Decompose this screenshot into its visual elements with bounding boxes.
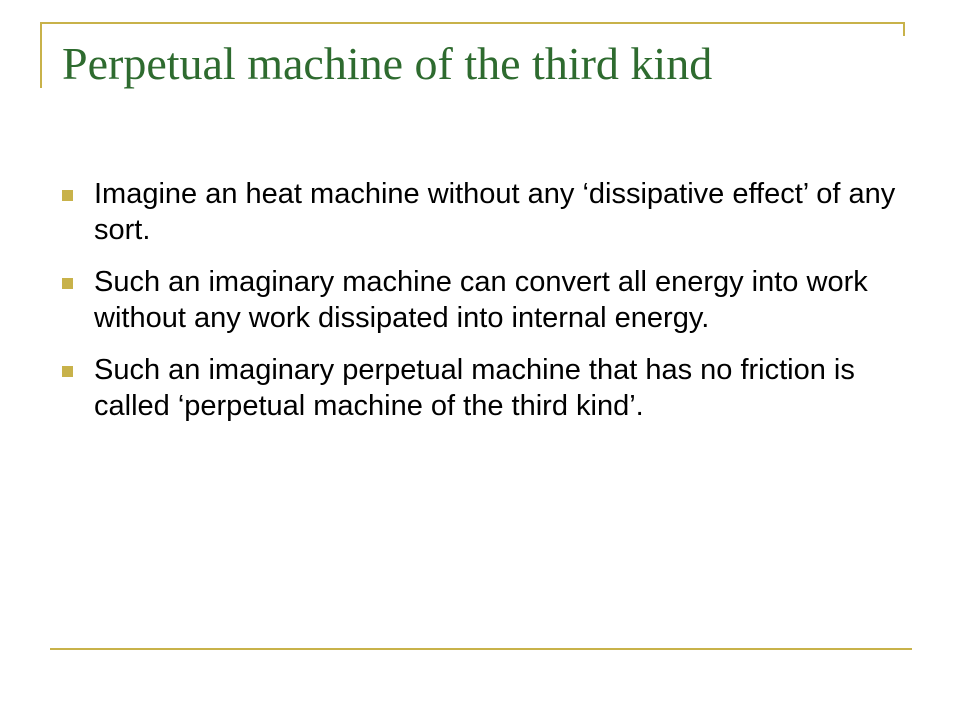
square-bullet-icon	[62, 190, 73, 201]
frame-top-line	[40, 22, 904, 24]
bullet-item	[62, 176, 922, 248]
bullet-text: Such an imaginary machine can convert all energy into work without any work dissipated into internal energy.	[94, 266, 868, 334]
slide-title: Perpetual machine of the third kind	[62, 38, 713, 89]
bullet-list	[62, 176, 922, 440]
square-bullet-icon	[62, 366, 73, 377]
bullet-text: Such an imaginary perpetual machine that has no friction is called ‘perpetual machine of the third kind’.	[94, 354, 855, 422]
frame-bottom-line	[50, 648, 912, 650]
frame-left-line	[40, 22, 42, 88]
bullet-item	[62, 264, 922, 336]
square-bullet-icon	[62, 278, 73, 289]
bullet-item	[62, 352, 922, 424]
bullet-text: Imagine an heat machine without any ‘dissipative effect’ of any sort.	[94, 178, 896, 246]
